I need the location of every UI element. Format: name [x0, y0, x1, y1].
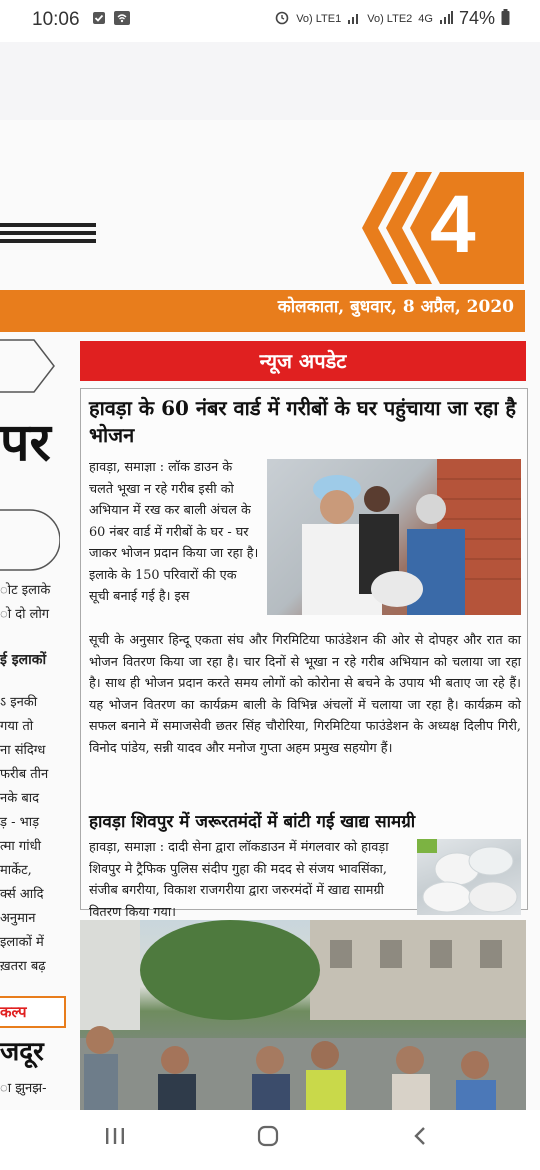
network-type-label: 4G: [418, 12, 433, 25]
back-icon[interactable]: [410, 1124, 430, 1154]
left-column-line: ना संदिग्ध: [0, 743, 46, 758]
article-box: [80, 388, 528, 920]
app-toolbar-area: [0, 42, 540, 120]
left-column-line: इलाकों में: [0, 935, 44, 950]
left-column-majdoor-heading: जदूर: [0, 1037, 44, 1067]
section-banner: न्यूज अपडेट: [80, 341, 526, 381]
recents-icon[interactable]: [104, 1124, 126, 1154]
article1-photo-figures: [267, 459, 521, 615]
article1-photo: [267, 459, 521, 615]
left-column-subhead: ई इलाकों: [0, 652, 47, 668]
left-column-line: ा झुनझ-: [0, 1081, 47, 1096]
battery-percent: 74%: [458, 8, 495, 28]
wifi-notification-icon: [114, 11, 130, 29]
left-column-bubble-graphic: [0, 508, 60, 572]
battery-icon: [501, 9, 510, 28]
left-column-line: ो दो लोग: [0, 607, 50, 622]
left-column-arrow-graphic: [0, 338, 56, 394]
left-column-big-word: पर: [0, 412, 51, 473]
page-number: 4: [430, 179, 476, 270]
left-column-line: अनुमान: [0, 911, 36, 926]
dateline: कोलकाता, बुधवार, 8 अप्रैल, 2020: [277, 297, 514, 317]
header-rule: [0, 231, 96, 235]
left-column-line: ऽ इनकी: [0, 695, 38, 710]
left-column-line: त्मा गांधी: [0, 839, 41, 854]
left-column-line: ोट इलाके: [0, 583, 51, 598]
left-column-line: ख़तरा बढ़: [0, 959, 46, 974]
article2-photo-bags: [417, 839, 521, 915]
signal-bars-1-icon: [347, 10, 361, 27]
article1-column-text: हावड़ा, समाज्ञा : लॉक डाउन के चलते भूखा न रहे गरीब इसी को अभियान में रख कर बाली अंचल के 60 नंबर वार्ड में गरीबों के घर - घर जाकर भोजन प्रदान किया जा रहा है। इलाके के 150 परिवारों की एक सूची बनाई गई है। इस: [89, 460, 259, 604]
left-column-line: फरीब तीन: [0, 767, 49, 782]
news-photo-volunteers: [80, 920, 526, 1110]
home-icon[interactable]: [256, 1124, 280, 1155]
status-bar: [0, 0, 540, 42]
left-column-line: मार्केट,: [0, 863, 32, 878]
alarm-icon: [274, 9, 290, 28]
newspaper-page[interactable]: [0, 120, 540, 1110]
article1-headline: हावड़ा के 60 नंबर वार्ड में गरीबों के घर पहुंचाया जा रहा है भोजन: [89, 396, 517, 447]
news-photo-volunteers-figures: [80, 920, 526, 1110]
status-icons: [274, 8, 510, 29]
left-column-line: ड़ - भाड़: [0, 815, 40, 830]
left-column-sankalp-tag: कल्प: [0, 996, 66, 1028]
article1-body-text: सूची के अनुसार हिन्दू एकता संघ और गिरमिटिया फाउंडेशन की ओर से दोपहर और रात का भोजन वितरण किया जा रहा है। चार दिनों से भूखा न रहे गरीब अभियान को चलाया जा रहा है। साथ ही भोजन प्रदान करते समय लोगों को कोरोना से बचने के उपाय भी बताए जा रहे हैं। यह भोजन वितरण का कार्यक्रम बाली के विभिन्न अंचलों में चलाया जा रहा है। कार्यक्रम को सफल बनाने में समाजसेवी छतर सिंह चौरोरिया, गिरमिटिया फाउंडेशन के अध्यक्ष दिलीप गिरी, विनोद पांडेय, सन्नी यादव और मनोज गुप्ता अहम प्रमुख सहयोग हैं।: [89, 633, 521, 756]
left-column-line: नके बाद: [0, 791, 40, 806]
header-rule: [0, 239, 96, 243]
article2-body-text: हावड़ा, समाज्ञा : दादी सेना द्वारा लॉकडाउन में मंगलवार को हावड़ा शिवपुर मे ट्रैफिक पुलिस संदीप गुहा की मदद से संजय भावसिंका, संजीब बगरीया, विकाश राजगरीया द्वारा जरुरमंदों में खाद्य सामग्री वितरण किया गया।: [89, 840, 389, 920]
signal-bars-2-icon: [439, 10, 453, 27]
system-navigation-bar: [0, 1110, 540, 1170]
article2-headline: हावड़ा शिवपुर में जरूरतमंदों में बांटी गई खाद्य सामग्री: [89, 812, 416, 832]
signal-lte1-icon: Vo) LTE1: [296, 12, 342, 25]
signal-lte2-icon: Vo) LTE2: [367, 12, 413, 25]
clock: 10:06: [32, 9, 80, 30]
left-column-line: गया तो: [0, 719, 34, 734]
article2-photo: [417, 839, 521, 915]
left-column-line: र्क्स आदि: [0, 887, 44, 902]
checkbox-notification-icon: [92, 11, 106, 29]
header-rule: [0, 223, 96, 227]
